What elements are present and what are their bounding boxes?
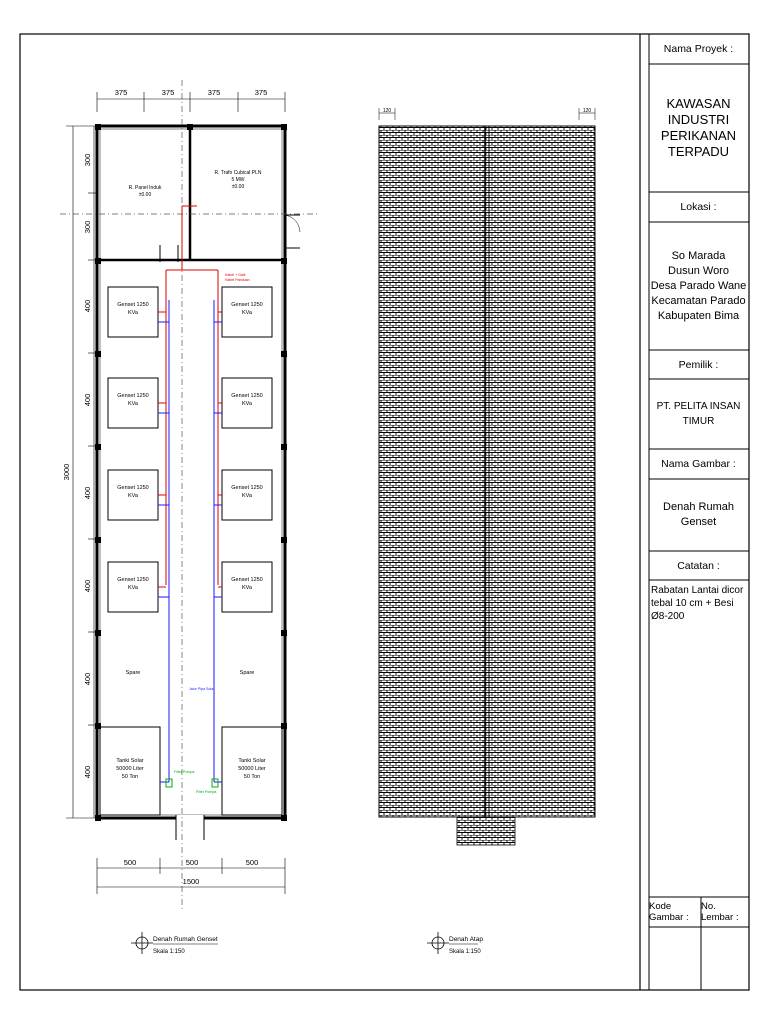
genset-unit: KVa [128,401,138,407]
roof-dim-left: 120 [382,108,392,114]
genset-unit: KVa [128,493,138,499]
genset-unit: KVa [128,310,138,316]
side-dim-6: 400 [83,579,92,593]
genset-label: Genset 1250 [231,577,263,583]
genset-label: Genset 1250 [231,302,263,308]
roof-dimension [379,108,595,120]
roof-canopy [457,817,515,845]
room-panel-level: ±0.00 [138,192,152,198]
roof-caption: Denah Atap [449,936,483,943]
genset-label: Genset 1250 [117,302,149,308]
tank-right [222,727,282,815]
total-height-dim: 3000 [62,463,71,481]
north-arrow-icon [427,932,449,954]
cable-label-2: Kabel Panduan [225,278,250,282]
genset-left-4 [108,562,158,612]
tank-left [100,727,160,815]
side-dim-2: 300 [83,220,92,234]
room-trafo-label: R. Trafo Cubical PLN [214,170,262,176]
side-dim-1: 300 [83,153,92,167]
roof-scale: Skala 1:150 [449,949,481,955]
genset-right-2 [222,378,272,428]
roof-plan [379,108,595,955]
genset-right-1 [222,287,272,337]
notes-label: Catatan : [677,559,720,572]
project-label: Nama Proyek : [663,43,734,55]
genset-label: Genset 1250 [117,393,149,399]
room-trafo-power: 5 MW [231,177,245,183]
roof-dim-right: 120 [582,108,592,114]
top-dim-1: 375 [114,88,128,97]
tank-label: Tanki Solar [116,758,144,764]
genset-label: Genset 1250 [117,485,149,491]
genset-unit: KVa [128,585,138,591]
top-dim-3: 375 [207,88,221,97]
side-dim-3: 400 [83,299,92,313]
tank-label: Tanki Solar [238,758,266,764]
spare-right: Spare [239,670,255,676]
cable-label-1: Kabel + Galli [225,273,246,277]
side-dim-4: 400 [83,393,92,407]
tank-capacity: 50000 Liter [238,766,266,772]
notes-value: Rabatan Lantai dicor tebal 10 cm + Besi Ø8-200 [651,585,744,622]
pump-label-right: Filter Pompa [196,790,217,794]
room-trafo-level: ±0.00 [231,184,245,190]
drawing-code-label: Kode Gambar : [649,901,689,923]
side-dim-5: 400 [83,486,92,500]
drawing-name-value: Denah Rumah Genset [663,501,734,528]
north-arrow-icon [131,932,153,954]
floor-plan [60,80,318,955]
location-value: So Marada Dusun Woro Desa Parado Wane Kecamatan Parado Kabupaten Bima [650,249,747,322]
bottom-dim-3: 500 [245,858,259,867]
tank-weight: 50 Ton [243,774,261,780]
genset-left-3 [108,470,158,520]
tank-weight: 50 Ton [121,774,139,780]
power-cable [158,206,222,587]
genset-unit: KVa [242,310,252,316]
genset-left-2 [108,378,158,428]
genset-right-4 [222,562,272,612]
top-dim-2: 375 [161,88,175,97]
owner-value: PT. PELITA INSAN TIMUR [656,401,741,427]
sheet-no-label: No. Lembar : [701,901,739,923]
pipe-label: Jalur Pipa Solar [189,687,215,691]
top-dim-4: 375 [254,88,268,97]
genset-right-3 [222,470,272,520]
side-dim-labels [62,154,92,779]
total-width-dim: 1500 [182,877,200,886]
genset-label: Genset 1250 [231,485,263,491]
genset-label: Genset 1250 [231,393,263,399]
side-dim-8: 400 [83,765,92,779]
project-name: KAWASAN INDUSTRI PERIKANAN TERPADU [660,96,737,159]
bottom-dim-1: 500 [123,858,137,867]
genset-left-1 [108,287,158,337]
genset-label: Genset 1250 [117,577,149,583]
plan-caption: Denah Rumah Genset [153,936,218,943]
spare-left: Spare [125,670,141,676]
tank-capacity: 50000 Liter [116,766,144,772]
genset-unit: KVa [242,493,252,499]
genset-unit: KVa [242,401,252,407]
location-label: Lokasi : [680,201,717,213]
fuel-pipe [158,300,222,782]
room-panel-label: R. Panel Induk [128,185,162,191]
roof-tiles [379,126,595,817]
drawing-name-label: Nama Gambar : [661,458,736,470]
genset-unit: KVa [242,585,252,591]
pump-label-left: Filter Pompa [174,770,195,774]
trafo-door [285,215,300,248]
owner-label: Pemilik : [678,358,719,371]
plan-scale: Skala 1:150 [153,949,185,955]
side-dim-7: 400 [83,672,92,686]
bottom-dim-2: 500 [185,858,199,867]
pump-right [212,779,218,787]
